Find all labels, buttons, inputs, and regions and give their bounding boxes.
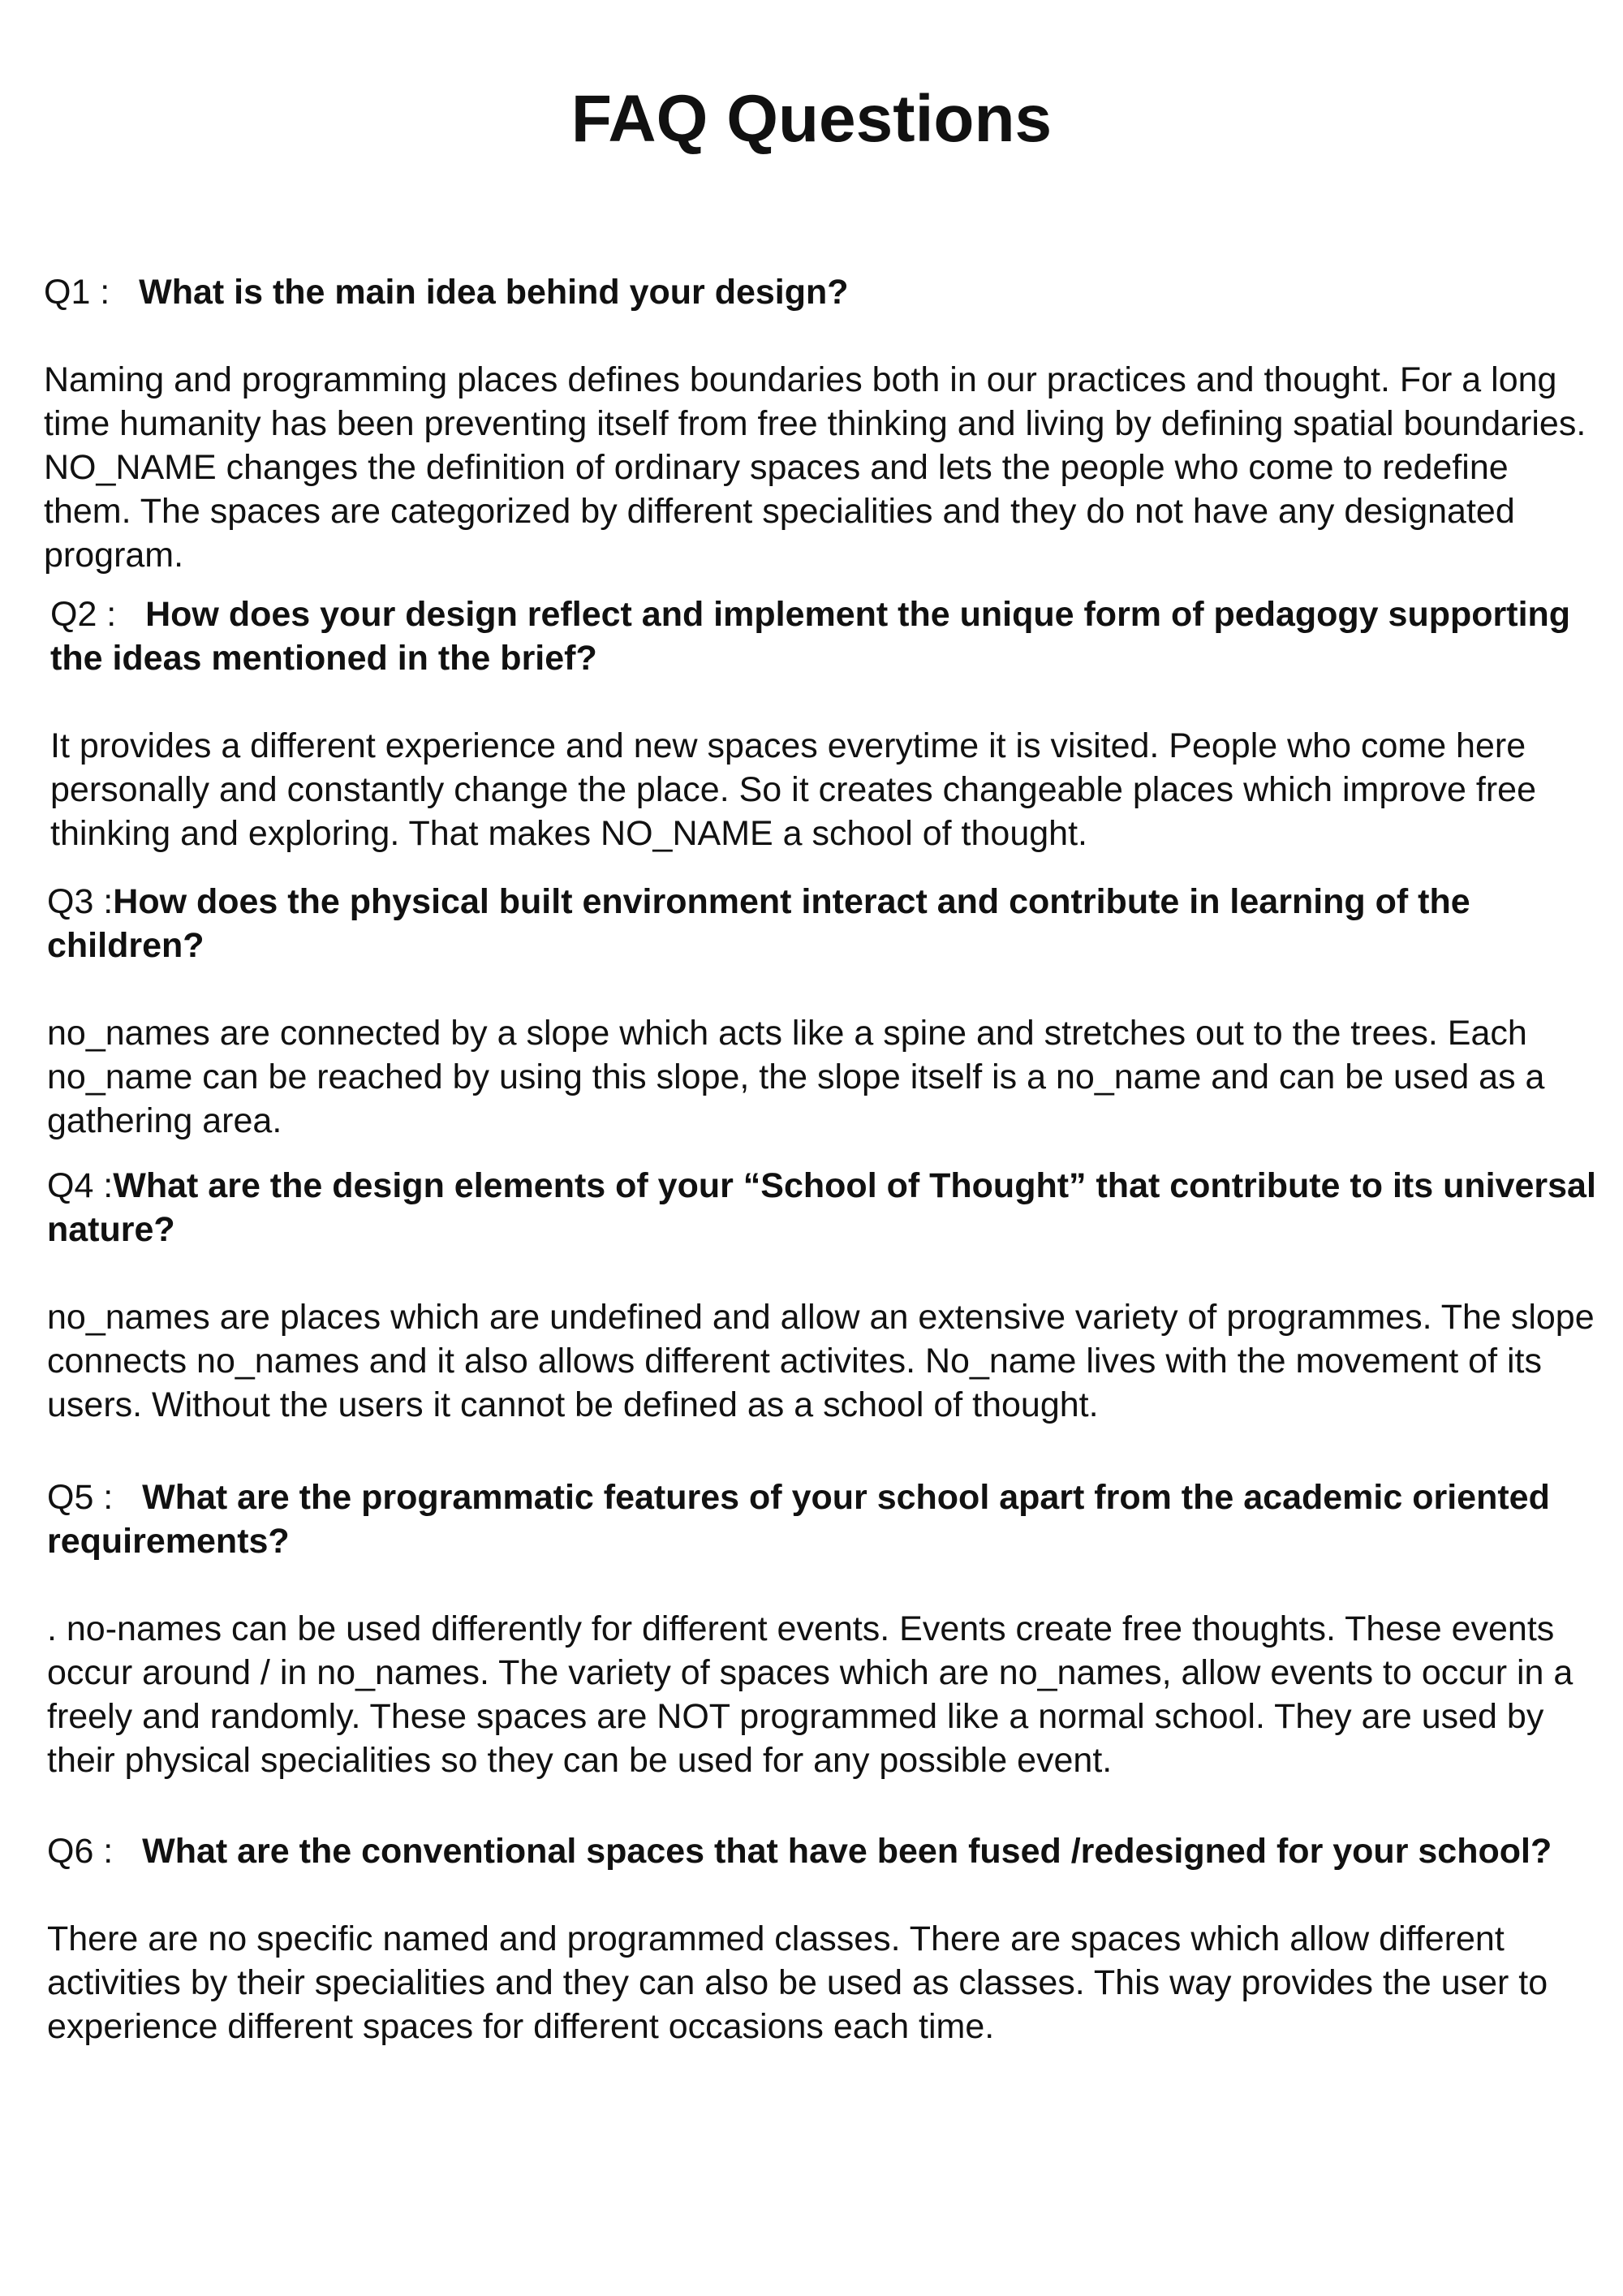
question-number: Q2 :	[50, 595, 117, 634]
question-text: What are the conventional spaces that have been fused /redesigned for your school?	[142, 1832, 1552, 1871]
question-number: Q6 :	[47, 1832, 114, 1871]
question	[47, 880, 1597, 967]
page-title: FAQ Questions	[570, 82, 1053, 156]
answer-text: no_names are connected by a slope which acts like a spine and stretches out to the trees. Each no_name can be reached by using this slope, the slope itself is a no_name and can be used as a gathering area.	[47, 1014, 1545, 1140]
question-number: Q4 :	[47, 1166, 114, 1205]
question	[44, 270, 1594, 314]
question-number: Q5 :	[47, 1478, 114, 1517]
question-text: What are the programmatic features of your school apart from the academic oriented requirements?	[47, 1478, 1550, 1561]
answer-text: no_names are places which are undefined and allow an extensive variety of programmes. The slope connects no_names and it also allows different activites. No_name lives with the movement of its users. Without the users it cannot be defined as a school of thought.	[47, 1298, 1595, 1424]
question-number: Q1 :	[44, 273, 110, 312]
faq-item-q2	[50, 592, 1600, 855]
question	[47, 1829, 1597, 1873]
question-text: How does the physical built environment interact and contribute in learning of the children?	[47, 882, 1470, 965]
answer-text: There are no specific named and programmed classes. There are spaces which allow different activities by their specialities and they can also be used as classes. This way provides the user to experience different spaces for different occasions each time.	[47, 1919, 1548, 2046]
question-text: How does your design reflect and implement the unique form of pedagogy supporting the ideas mentioned in the brief?	[50, 595, 1571, 678]
question-text: What is the main idea behind your design?	[139, 273, 849, 312]
answer-text: . no-names can be used differently for different events. Events create free thoughts. These events occur around / in no_names. The variety of spaces which are no_names, allow events to occur in a freely and randomly. These spaces are NOT programmed like a normal school. They are used by their physical specialities so they can be used for any possible event.	[47, 1609, 1573, 1780]
faq-item-q4	[47, 1164, 1597, 1427]
faq-item-q5	[47, 1475, 1597, 1782]
faq-item-q1	[44, 270, 1594, 577]
faq-item-q3	[47, 880, 1597, 1143]
question	[47, 1475, 1597, 1563]
faq-item-q6	[47, 1829, 1597, 2048]
question-text: What are the design elements of your “School of Thought” that contribute to its universal nature?	[47, 1166, 1596, 1249]
question-number: Q3 :	[47, 882, 114, 921]
answer-text: Naming and programming places defines boundaries both in our practices and thought. For a long time humanity has been preventing itself from free thinking and living by defining spatial boundaries. NO_NAME changes the definition of ordinary spaces and lets the people who come to redefine them. The spaces are categorized by different specialities and they do not have any designated program.	[44, 360, 1586, 575]
question	[50, 592, 1600, 680]
answer-text: It provides a different experience and new spaces everytime it is visited. People who come here personally and constantly change the place. So it creates changeable places which improve free thinking and exploring. That makes NO_NAME a school of thought.	[50, 726, 1536, 853]
question	[47, 1164, 1597, 1251]
